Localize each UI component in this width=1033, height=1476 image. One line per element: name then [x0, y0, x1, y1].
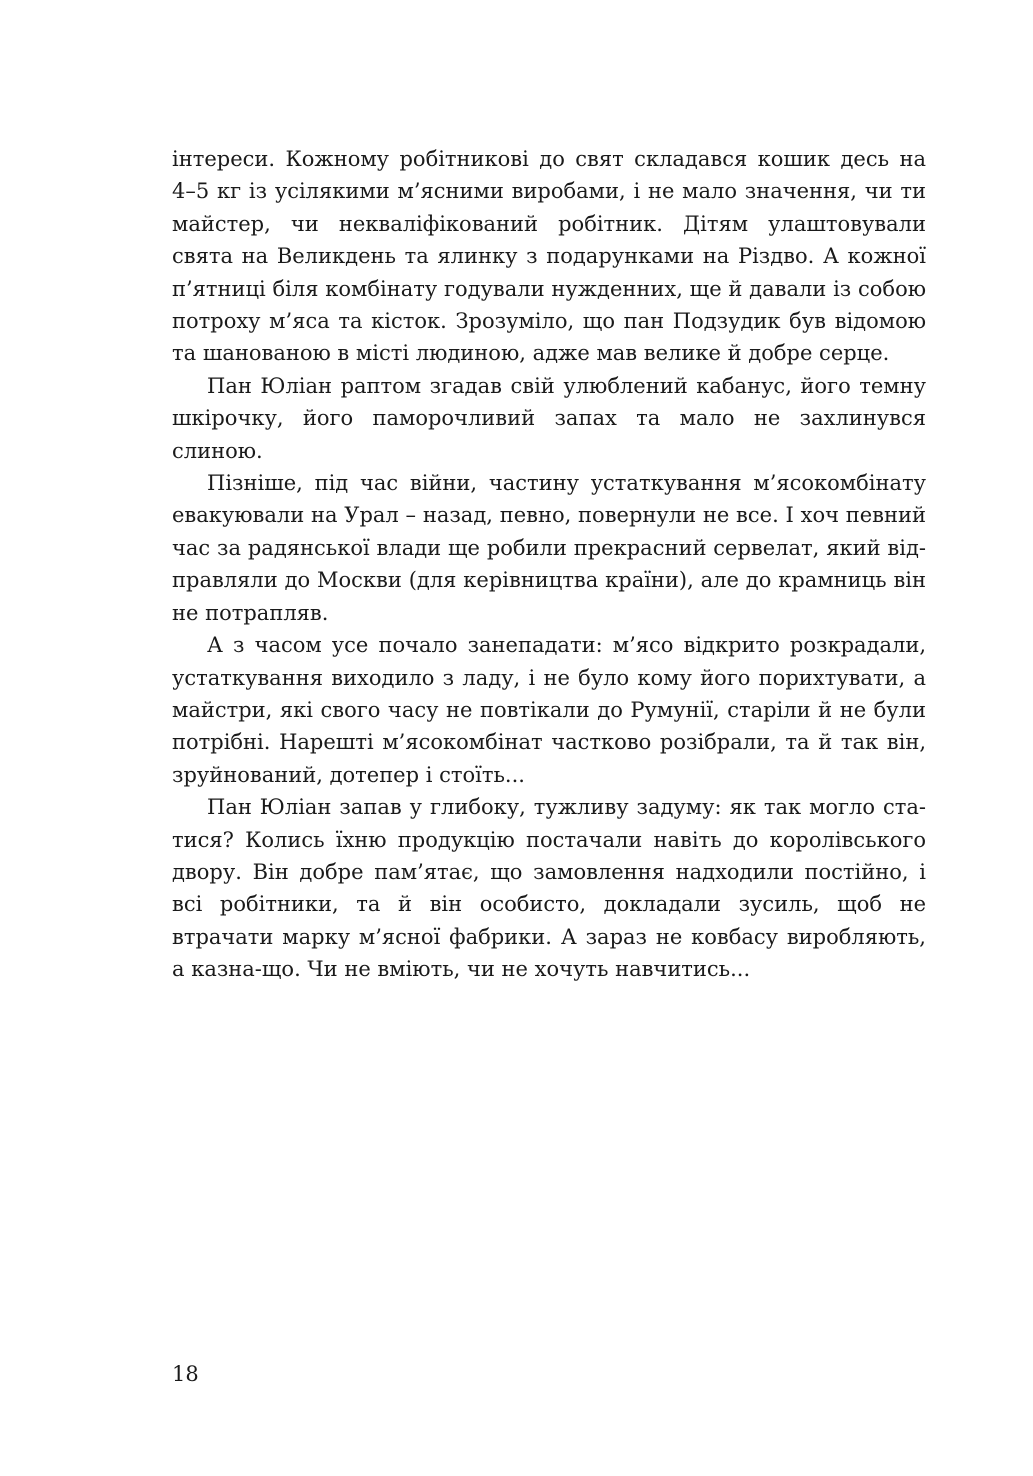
paragraph-2: Пан Юліан раптом згадав свій улюблений кабанус, його темну шкірочку, його паморочливий запах та мало не захлинувся слиною. [172, 373, 926, 463]
body-text [172, 143, 926, 986]
page-number: 18 [172, 1362, 199, 1386]
paragraph-1: інтереси. Кожному робітникові до свят складався кошик десь на 4–5 кг із усілякими м’ясними виробами, і не мало значення, чи ти майстер, чи некваліфікований робітник. Дітям улаштовували свята на Великдень та ялинку з подарунками на Різдво. А кожної п’ятниці біля комбінату годували нужденних, ще й давали із собою потроху м’яса та кісток. Зрозуміло, що пан Подзудик був відомою та шанованою в місті людиною, адже мав велике й добре серце. [172, 147, 926, 366]
paragraph-3: Пізніше, під час війни, частину устаткування м’ясокомбінату евакуювали на Урал – назад, певно, повернули не все. І хоч певний час за радянської влади ще робили прекрасний сервелат, який відправляли до Москви (для керівництва країни), але до крамниць він не потрапляв. [172, 471, 926, 625]
paragraph-5: Пан Юліан запав у глибоку, тужливу задуму: як так могло статися? Колись їхню продукцію постачали навіть до королівського двору. Він добре пам’ятає, що замовлення надходили постійно, і всі робітники, та й він особисто, докладали зусиль, щоб не втрачати марку м’ясної фабрики. А зараз не ковбасу виробляють, а казна-що. Чи не вміють, чи не хочуть навчитись... [172, 795, 926, 982]
paragraph-4: А з часом усе почало занепадати: м’ясо відкрито розкрадали, устаткування виходило з ладу, і не було кому його порихтувати, а майстри, які свого часу не повтікали до Румунії, старіли й не були потрібні. Нарешті м’ясокомбінат частково розібрали, та й так він, зруйнований, дотепер і стоїть... [172, 633, 926, 787]
